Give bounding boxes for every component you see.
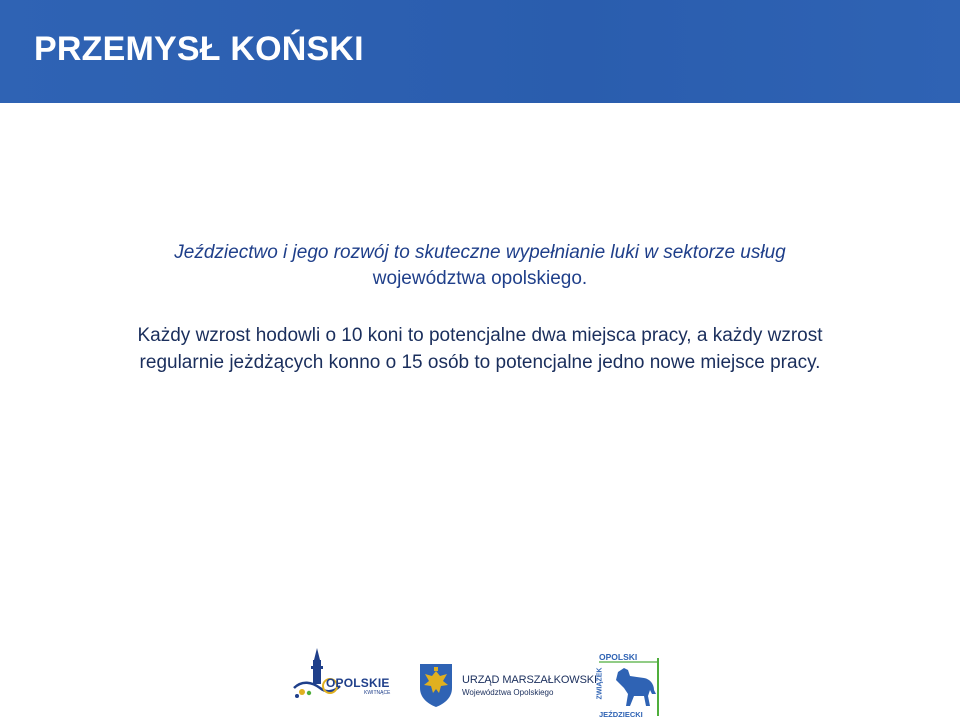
paragraph-intro-line-2: województwa opolskiego. xyxy=(372,268,588,289)
opolskie-logo xyxy=(290,646,400,702)
horse-icon xyxy=(610,664,660,710)
urzad-subtitle: Województwa Opolskiego xyxy=(462,688,554,697)
paragraph-employment-line-2: regularnie jeżdżących konno o 15 osób to potencjalne jedno nowe miejsce pracy. xyxy=(139,352,821,373)
title-bar xyxy=(0,0,960,103)
opolskie-wordmark: OPOLSKIE xyxy=(326,676,390,690)
opolskie-subtext: KWITNĄCE xyxy=(364,690,391,696)
paragraph-employment-line-1: Każdy wzrost hodowli o 10 koni to potencjalne dwa miejsca pracy, a każdy wzrost xyxy=(137,325,823,346)
eagle-coat-of-arms-icon xyxy=(418,662,454,708)
slide-title: PRZEMYSŁ KOŃSKI xyxy=(34,30,364,68)
pzj-bottom-text: JEŹDZIECKI xyxy=(599,710,643,719)
opolski-zwiazek-jezdziecki-logo xyxy=(596,650,666,720)
paragraph-intro-line-1: Jeździectwo i jego rozwój to skuteczne wypełnianie luki w sektorze usług xyxy=(174,242,786,263)
urzad-marszalkowski-logo xyxy=(418,662,598,710)
paragraph-intro xyxy=(100,240,860,292)
pzj-top-text: OPOLSKI xyxy=(599,652,638,662)
urzad-title: URZĄD MARSZAŁKOWSKI xyxy=(462,674,598,686)
paragraph-employment xyxy=(40,322,920,376)
pzj-side-text: ZWIĄZEK xyxy=(596,667,604,700)
